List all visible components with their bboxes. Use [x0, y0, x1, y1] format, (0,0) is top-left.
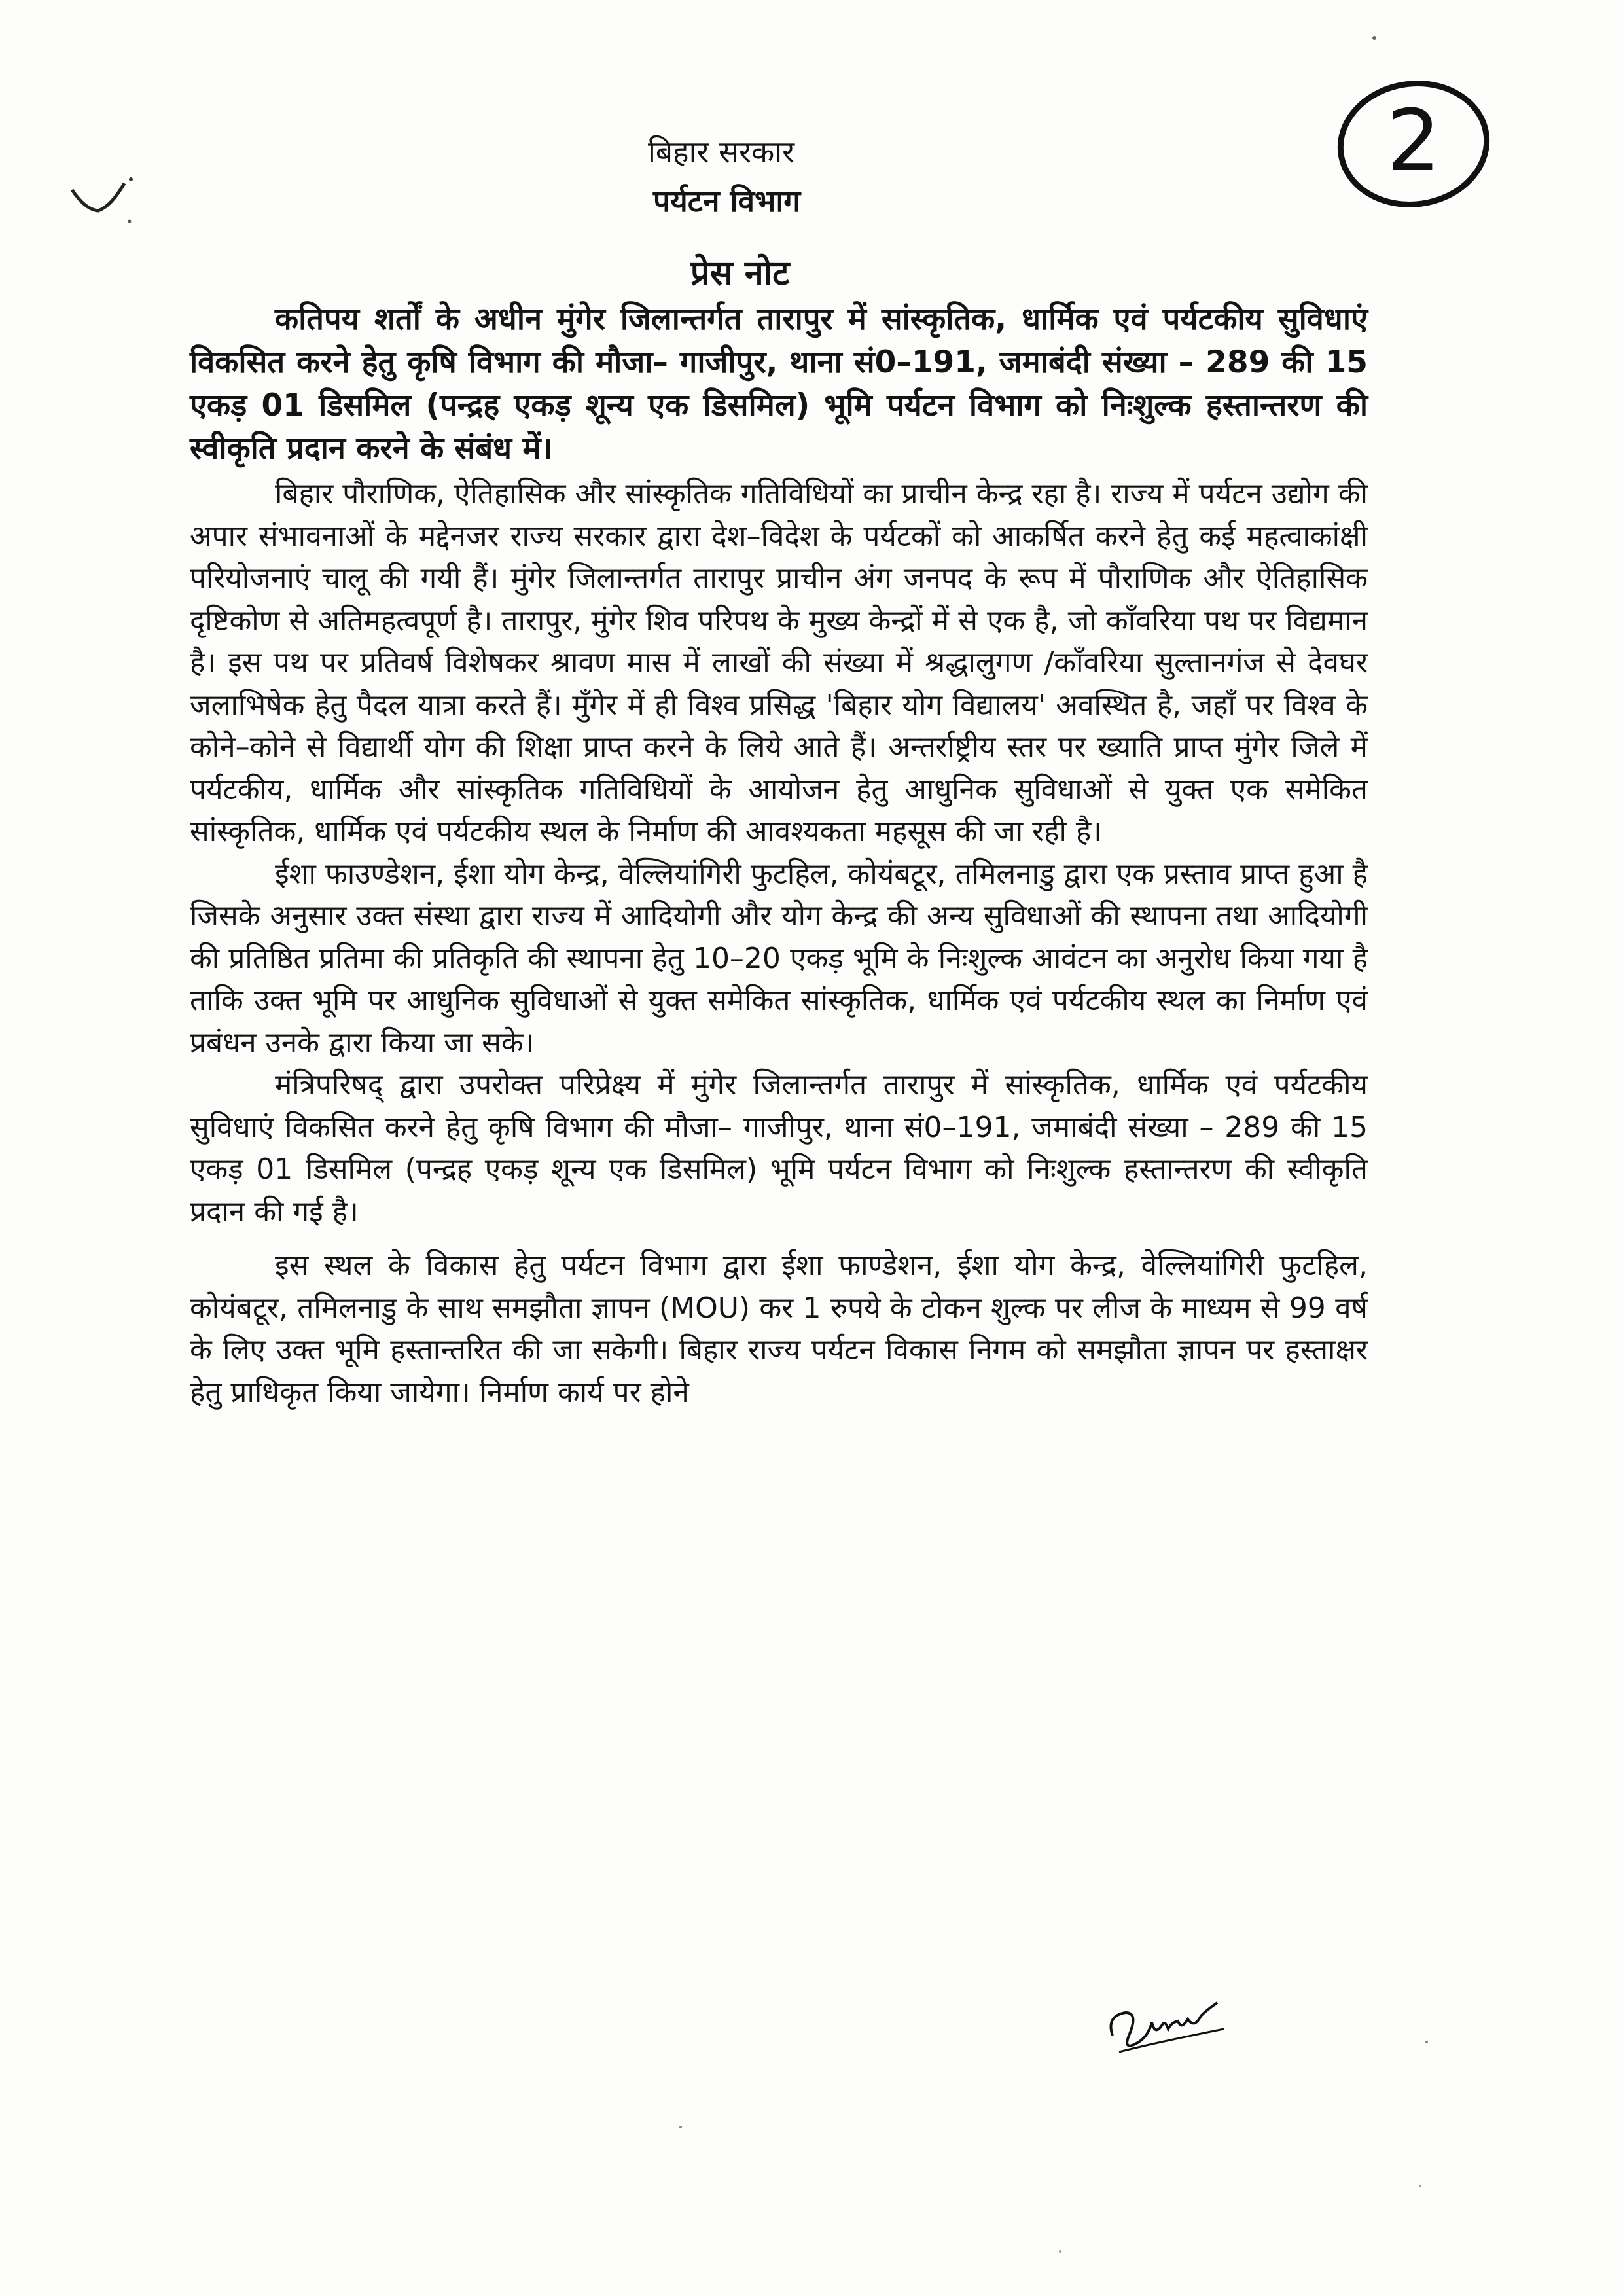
circled-number-icon [1329, 72, 1499, 216]
page-number: 2 [1386, 91, 1441, 190]
body-paragraph-4: इस स्थल के विकास हेतु पर्यटन विभाग द्वारा ईशा फाण्डेशन, ईशा योग केन्द्र, वेल्लियांगिरी फुटहिल, कोयंबटूर, तमिलनाडु के साथ समझौता ज्ञापन (MOU) कर 1 रुपये के टोकन शुल्क पर लीज के माध्यम से 99 वर्ष के लिए उक्त भूमि हस्तान्तरित की जा सकेगी। बिहार राज्य पर्यटन विकास निगम को समझौता ज्ञापन पर हस्ताक्षर हेतु प्राधिकृत किया जायेगा। निर्माण कार्य पर होने [190, 1249, 1368, 1409]
body-paragraph-1: बिहार पौराणिक, ऐतिहासिक और सांस्कृतिक गतिविधियों का प्राचीन केन्द्र रहा है। राज्य में पर्यटन उद्योग की अपार संभावनाओं के मद्देनजर राज्य सरकार द्वारा देश–विदेश के पर्यटकों को आकर्षित करने हेतु कई महत्वाकांक्षी परियोजनाएं चालू की गयी हैं। मुंगेर जिलान्तर्गत तारापुर प्राचीन अंग जनपद के रूप में पौराणिक और ऐतिहासिक दृष्टिकोण से अतिमहत्वपूर्ण है। तारापुर, मुंगेर शिव परिपथ के मुख्य केन्द्रों में से एक है, जो काँवरिया पथ पर विद्यमान है। इस पथ पर प्रतिवर्ष विशेषकर श्रावण मास में लाखों की संख्या में श्रद्धालुगण /काँवरिया सुल्तानगंज से देवघर जलाभिषेक हेतु पैदल यात्रा करते हैं। मुँगेर में ही विश्व प्रसिद्ध 'बिहार योग विद्यालय' अवस्थित है, जहाँ पर विश्व के कोने–कोने से विद्यार्थी योग की शिक्षा प्राप्त करने के लिये आते हैं। अन्तर्राष्ट्रीय स्तर पर ख्याति प्राप्त मुंगेर जिले में पर्यटकीय, धार्मिक और सांस्कृतिक गतिविधियों के आयोजन हेतु आधुनिक सुविधाओं से युक्त एक समेकित सांस्कृतिक, धार्मिक एवं पर्यटकीय स्थल के निर्माण की आवश्यकता महसूस की जा रही है। [190, 477, 1368, 848]
subject-paragraph: कतिपय शर्तों के अधीन मुंगेर जिलान्तर्गत तारापुर में सांस्कृतिक, धार्मिक एवं पर्यटकीय सुविधाएं विकसित करने हेतु कृषि विभाग की मौजा– गाजीपुर, थाना सं0–191, जमाबंदी संख्या – 289 की 15 एकड़ 01 डिसमिल (पन्द्रह एकड़ शून्य एक डिसमिल) भूमि पर्यटन विभाग को निःशुल्क हस्तान्तरण की स्वीकृति प्रदान करने के संबंध में। [190, 301, 1368, 467]
department-name: पर्यटन विभाग [653, 183, 801, 219]
tick-mark-icon [65, 170, 144, 236]
body-paragraph-3: मंत्रिपरिषद् द्वारा उपरोक्त परिप्रेक्ष्य में मुंगेर जिलान्तर्गत तारापुर में सांस्कृतिक, धार्मिक एवं पर्यटकीय सुविधाएं विकसित करने हेतु कृषि विभाग की मौजा– गाजीपुर, थाना सं0–191, जमाबंदी संख्या – 289 की 15 एकड़ 01 डिसमिल (पन्द्रह एकड़ शून्य एक डिसमिल) भूमि पर्यटन विभाग को निःशुल्क हस्तान्तरण की स्वीकृति प्रदान की गई है। [190, 1068, 1368, 1229]
signature-scribble-icon [1099, 1990, 1237, 2062]
government-name: बिहार सरकार [648, 134, 794, 170]
handwritten-page-number [1329, 72, 1499, 216]
document-body [190, 298, 1368, 1414]
document-title: प्रेस नोट [690, 254, 790, 293]
body-paragraph-2: ईशा फाउण्डेशन, ईशा योग केन्द्र, वेल्लियांगिरी फुटहिल, कोयंबटूर, तमिलनाडु द्वारा एक प्रस्ताव प्राप्त हुआ है जिसके अनुसार उक्त संस्था द्वारा राज्य में आदियोगी और योग केन्द्र की अन्य सुविधाओं की स्थापना तथा आदियोगी की प्रतिष्ठित प्रतिमा की प्रतिकृति की स्थापना हेतु 10–20 एकड़ भूमि के निःशुल्क आवंटन का अनुरोध किया गया है ताकि उक्त भूमि पर आधुनिक सुविधाओं से युक्त समेकित सांस्कृतिक, धार्मिक एवं पर्यटकीय स्थल का निर्माण एवं प्रबंधन उनके द्वारा किया जा सके। [190, 857, 1368, 1060]
signature [1099, 1990, 1237, 2062]
